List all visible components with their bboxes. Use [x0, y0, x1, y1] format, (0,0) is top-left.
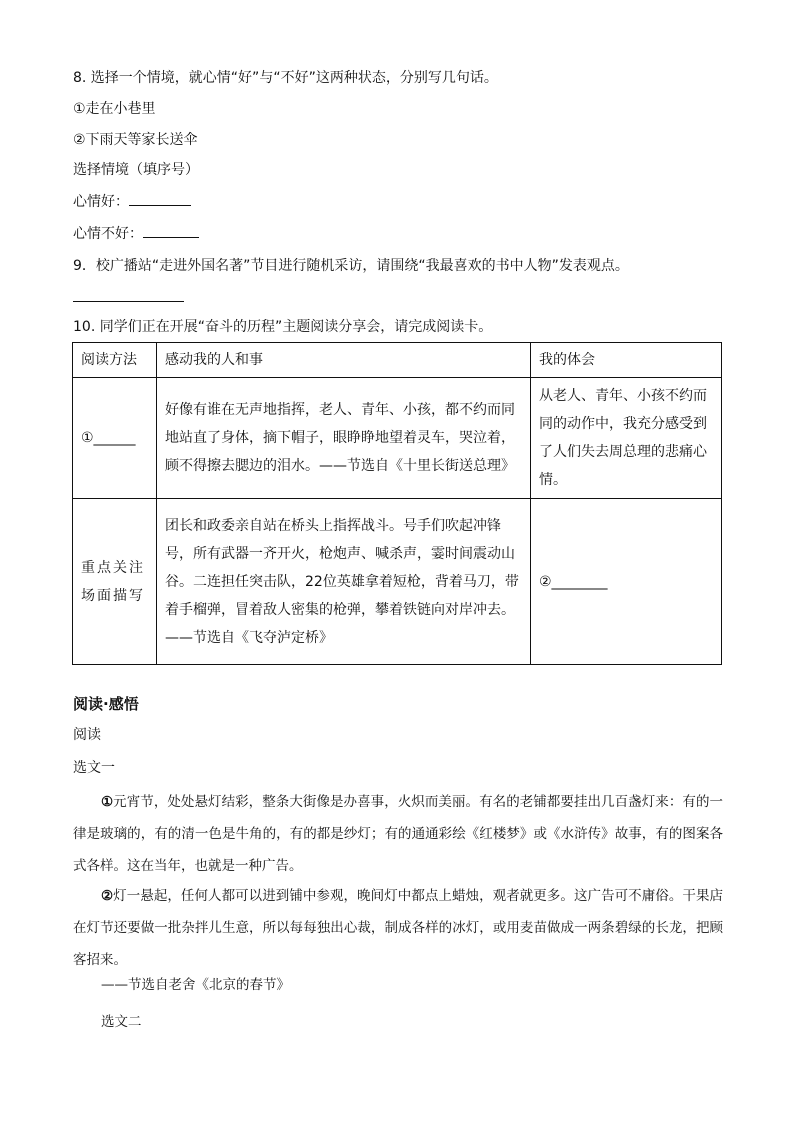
excerpt1-label: 选文一 — [73, 760, 115, 776]
header-insight: 我的体会 — [531, 343, 722, 378]
header-method: 阅读方法 — [73, 343, 157, 378]
q10-prompt: 10. 同学们正在开展“奋斗的历程”主题阅读分享会，请完成阅读卡。 — [73, 319, 493, 335]
q9-answer-blank[interactable] — [73, 301, 184, 302]
q8-good-blank[interactable] — [129, 191, 191, 206]
row1-method-blank[interactable]: ①______ — [73, 378, 157, 499]
table-header-row — [73, 343, 722, 378]
table-row — [73, 378, 722, 499]
q8-bad-label: 心情不好： — [73, 226, 143, 242]
paragraph-number: ① — [101, 794, 114, 810]
reading-card-table — [72, 342, 722, 665]
q8-bad-blank[interactable] — [143, 223, 199, 238]
excerpt1-paragraph-1 — [73, 786, 723, 882]
paragraph-text: 元宵节，处处悬灯结彩，整条大街像是办喜事，火炽而美丽。有名的老铺都要挂出几百盏灯来：有的一律是玻璃的，有的清一色是牛角的，有的都是纱灯；有的通通彩绘《红楼梦》或《水浒传》故事，有的图案各式各样。这在当年，也就是一种广告。 — [73, 794, 723, 874]
paragraph-number: ② — [101, 888, 114, 904]
q8-good-row — [73, 191, 191, 212]
q8-option-2: ②下雨天等家长送伞 — [73, 132, 198, 148]
excerpt1-source: ——节选自老舍《北京的春节》 — [101, 977, 290, 993]
header-content: 感动我的人和事 — [157, 343, 531, 378]
q8-prompt: 8. 选择一个情境，就心情“好”与“不好”这两种状态，分别写几句话。 — [73, 70, 498, 86]
row1-content: 好像有谁在无声地指挥，老人、青年、小孩，都不约而同地站直了身体，摘下帽子，眼睁睁地望着灵车，哭泣着，顾不得擦去腮边的泪水。——节选自《十里长街送总理》 — [157, 378, 531, 499]
q9-prompt: 9．校广播站“走进外国名著”节目进行随机采访，请围绕“我最喜欢的书中人物”发表观点。 — [73, 258, 629, 274]
row2-content: 团长和政委亲自站在桥头上指挥战斗。号手们吹起冲锋号，所有武器一齐开火，枪炮声、喊杀声，霎时间震动山谷。二连担任突击队，22位英雄拿着短枪，背着马刀，带着手榴弹，冒着敌人密集的枪弹，攀着铁链向对岸冲去。——节选自《飞夺泸定桥》 — [157, 499, 531, 665]
row2-insight-blank[interactable]: ②________ — [531, 499, 722, 665]
excerpt1-paragraph-2 — [73, 880, 723, 976]
q8-good-label: 心情好： — [73, 194, 129, 210]
q8-bad-row — [73, 223, 199, 244]
excerpt2-label: 选文二 — [101, 1014, 142, 1030]
reading-label: 阅读 — [73, 727, 101, 743]
table-row — [73, 499, 722, 665]
row2-method: 重点关注场面描写 — [73, 499, 157, 665]
paragraph-text: 灯一悬起，任何人都可以进到铺中参观，晚间灯中都点上蜡烛，观者就更多。这广告可不庸俗。干果店在灯节还要做一批杂拌儿生意，所以每每独出心裁，制成各样的冰灯，或用麦苗做成一两条碧绿的长龙，把顾客招来。 — [73, 888, 723, 968]
q8-choose-label: 选择情境（填序号） — [73, 162, 199, 178]
section-title: 阅读·感悟 — [73, 695, 139, 713]
row1-insight: 从老人、青年、小孩不约而同的动作中，我充分感受到了人们失去周总理的悲痛心情。 — [531, 378, 722, 499]
q8-option-1: ①走在小巷里 — [73, 101, 156, 117]
